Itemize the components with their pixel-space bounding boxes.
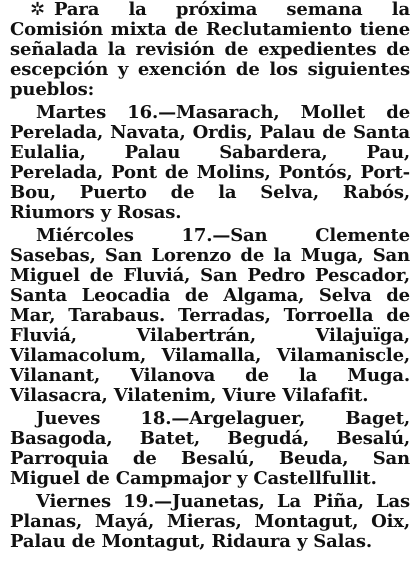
schedule-towns: —Masarach, Mollet de Perelada, Navata, Ordis, Palau de Santa Eulalia, Palau Sabardera, Pau, Perelada, Pont de Molins, Pontós, Port-Bou, Puerto de la Selva, Rabós, Riumors y Rosas. xyxy=(10,102,410,223)
asterism-ornament-icon: ✲ xyxy=(30,0,45,20)
schedule-entry-thursday xyxy=(10,409,410,489)
schedule-towns: —Argelaguer, Baget, Basagoda, Batet, Begudá, Besalú, Parroquia de Besalú, Beuda, San Miguel de Campmajor y Castellfullit. xyxy=(10,408,410,489)
newspaper-clipping xyxy=(10,0,410,578)
schedule-day: Martes 16. xyxy=(36,102,159,123)
schedule-entry-wednesday xyxy=(10,226,410,406)
schedule-entry-tuesday xyxy=(10,103,410,223)
schedule-entry-friday xyxy=(10,492,410,552)
schedule-towns: —San Clemente Sasebas, San Lorenzo de la Muga, San Miguel de Fluviá, San Pedro Pescador, Santa Leocadia de Algama, Selva de Mar, Tarabaus. Terradas, Torroella de Fluviá, Vilabertrán, Vilajuïga, Vilamacolum, Vilamalla, Vilamaniscle, Vilanant, Vilanova de la Muga. Vilasacra, Vilatenim, Viure Vilafafit. xyxy=(10,225,410,406)
intro-text: Para la próxima semana la Comisión mixta de Reclutamiento tiene señalada la revisión de expedientes de escepción y exención de los siguientes pueblos: xyxy=(10,0,410,100)
schedule-day: Jueves 18. xyxy=(36,408,172,429)
schedule-towns: —Juanetas, La Piña, Las Planas, Mayá, Mieras, Montagut, Oix, Palau de Montagut, Ridaura y Salas. xyxy=(10,491,411,552)
schedule-day: Viernes 19. xyxy=(36,491,155,512)
intro-paragraph xyxy=(10,0,410,100)
schedule-day: Miércoles 17. xyxy=(36,225,213,246)
